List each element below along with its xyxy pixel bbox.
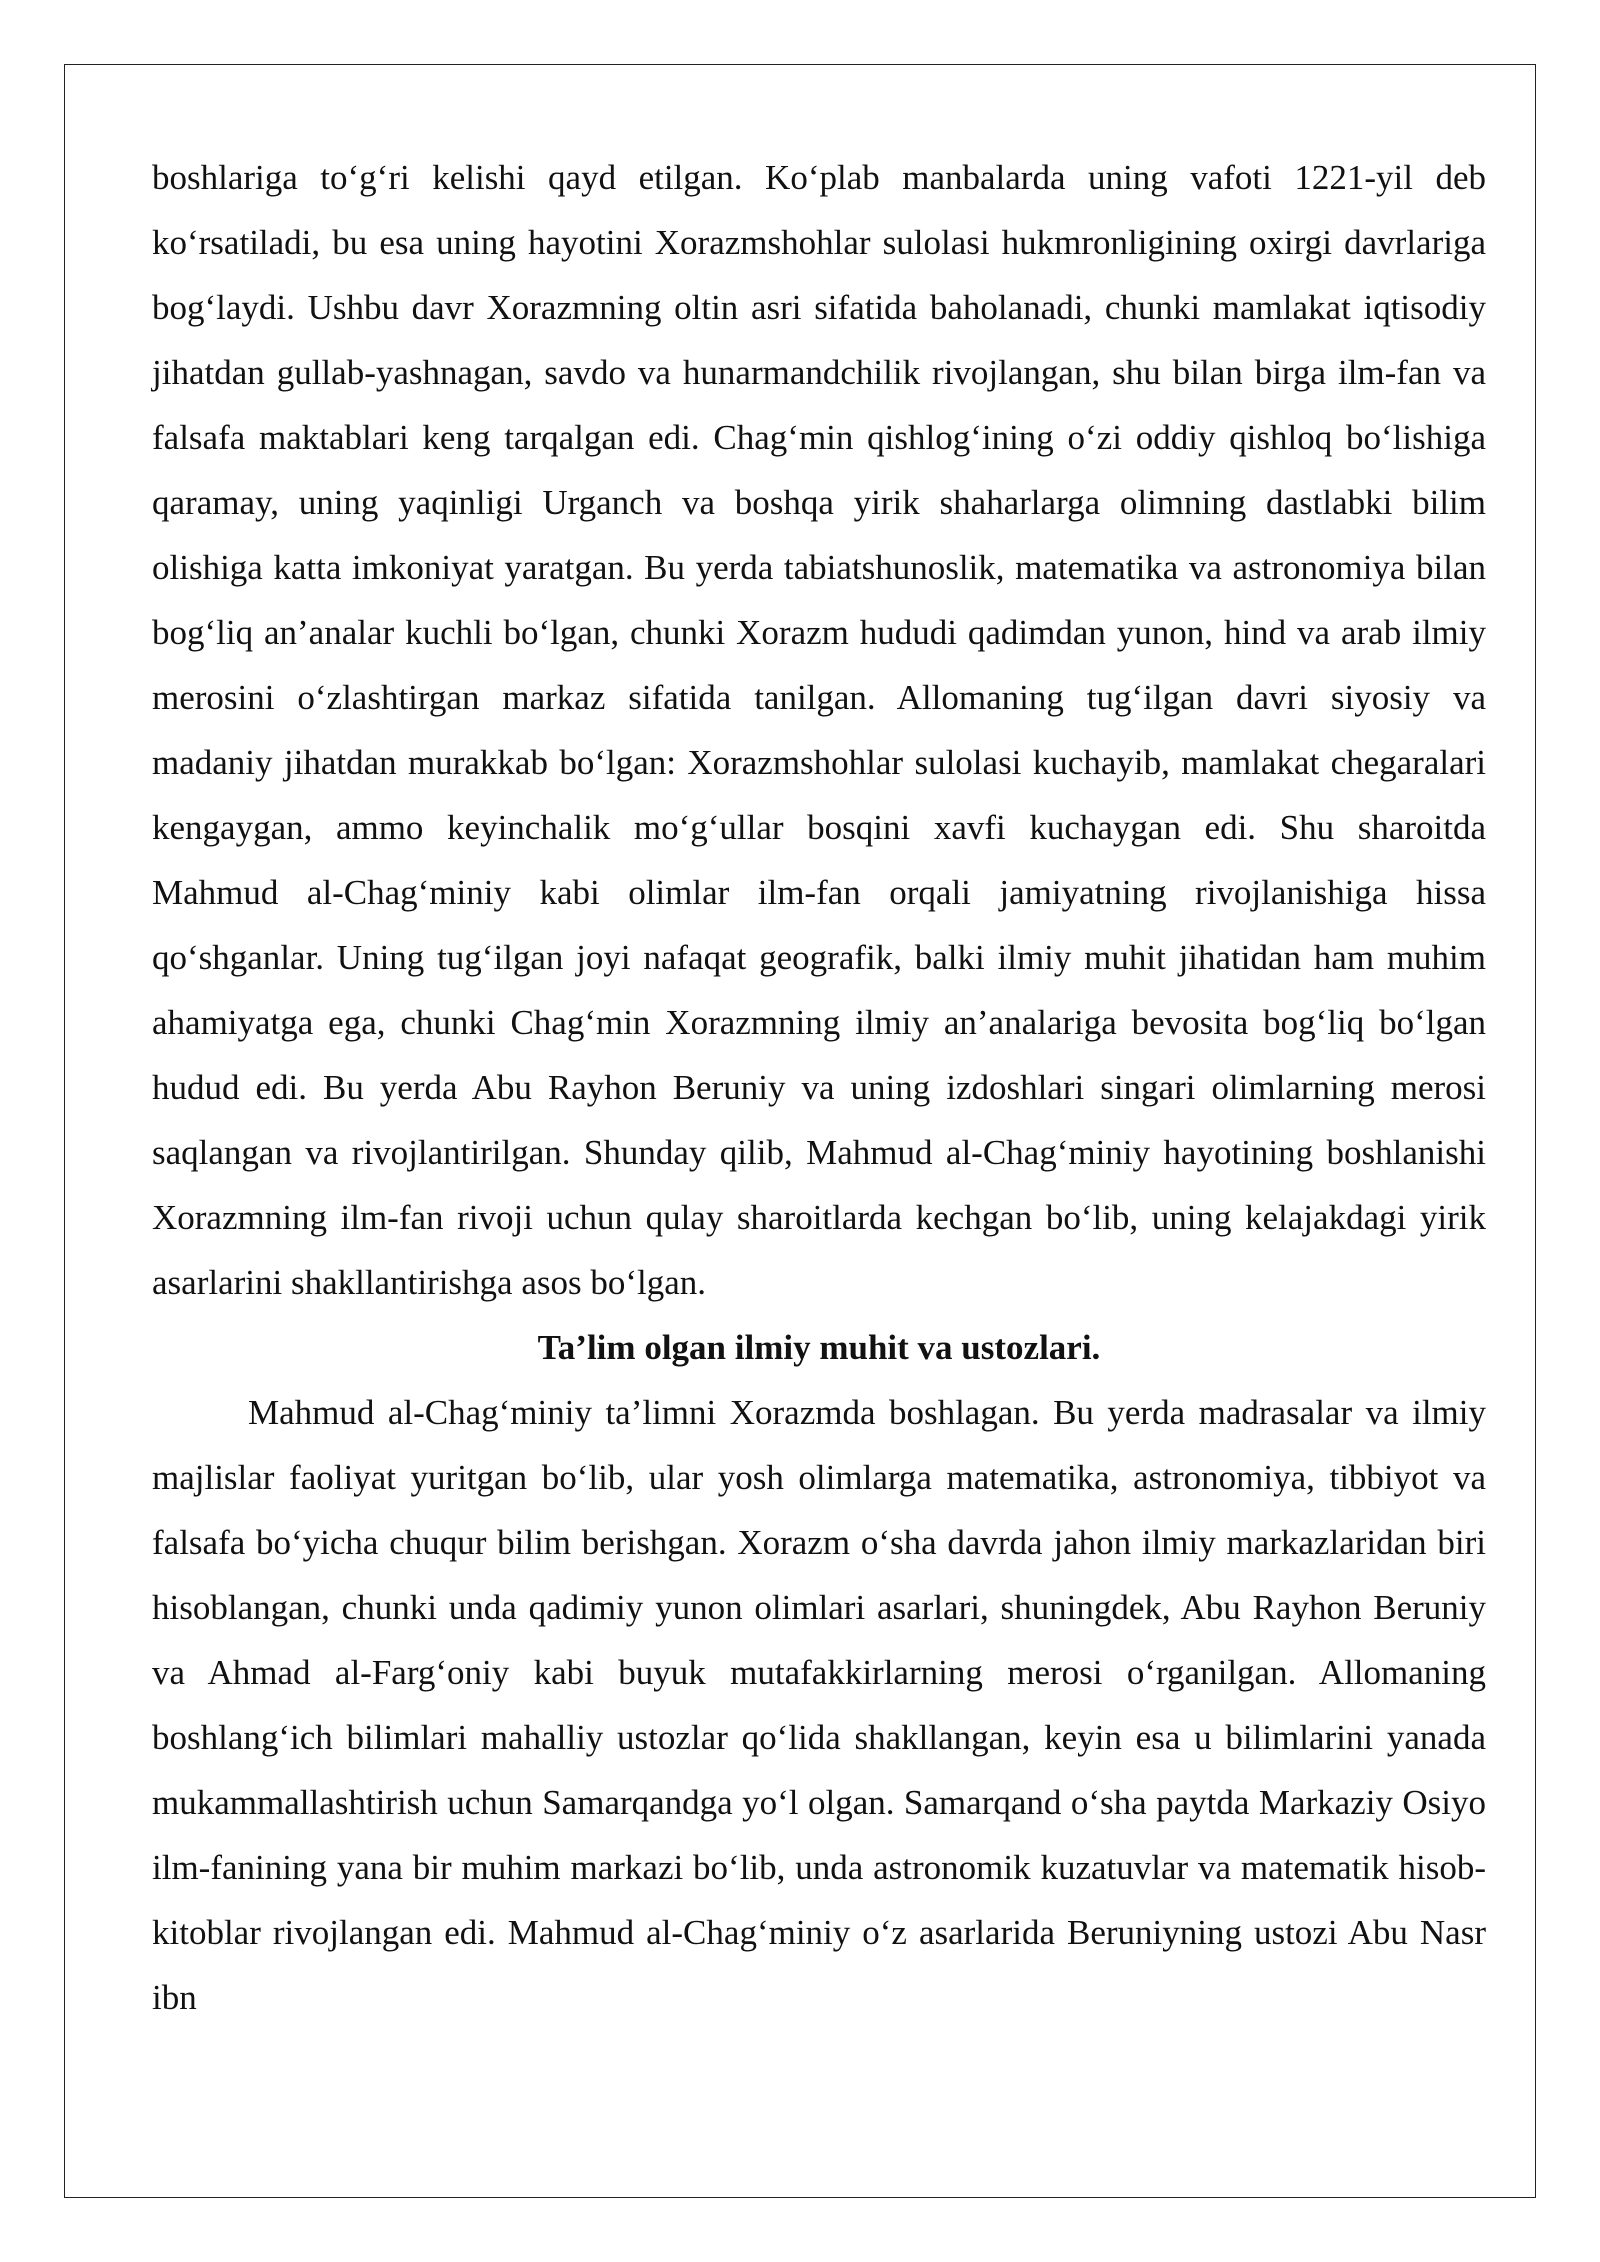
paragraph-body-continued: boshlariga to‘g‘ri kelishi qayd etilgan. Ko‘plab manbalarda uning vafoti 1221-yil deb ko‘rsatiladi, bu esa uning hayotini Xorazmshohlar sulolasi hukmronligining oxirgi davrlariga bog‘laydi. Ushbu davr Xorazmning oltin asri sifatida baholanadi, chunki mamlakat iqtisodiy jihatdan gullab-yashnagan, savdo va hunarmandchilik rivojlangan, shu bilan birga ilm-fan va falsafa maktablari keng tarqalgan edi. Chag‘min qishlog‘ining o‘zi oddiy qishloq bo‘lishiga qaramay, uning yaqinligi Urganch va boshqa yirik shaharlarga olimning dastlabki bilim olishiga katta imkoniyat yaratgan. Bu yerda tabiatshunoslik, matematika va astronomiya bilan bog‘liq an’analar kuchli bo‘lgan, chunki Xorazm hududi qadimdan yunon, hind va arab ilmiy merosini o‘zlashtirgan markaz sifatida tanilgan. Allomaning tug‘ilgan davri siyosiy va madaniy jihatdan murakkab bo‘lgan: Xorazmshohlar sulolasi kuchayib, mamlakat chegaralari kengaygan, ammo keyinchalik mo‘g‘ullar bosqini xavfi kuchaygan edi. Shu sharoitda Mahmud al-Chag‘miniy kabi olimlar ilm-fan orqali jamiyatning rivojlanishiga hissa qo‘shganlar. Uning tug‘ilgan joyi nafaqat geografik, balki ilmiy muhit jihatidan ham muhim ahamiyatga ega, chunki Chag‘min Xorazmning ilmiy an’analariga bevosita bog‘liq bo‘lgan hudud edi. Bu yerda Abu Rayhon Beruniy va uning izdoshlari singari olimlarning merosi saqlangan va rivojlantirilgan. Shunday qilib, Mahmud al-Chag‘miniy hayotining boshlanishi Xorazmning ilm-fan rivoji uchun qulay sharoitlarda kechgan bo‘lib, uning kelajakdagi yirik asarlarini shakllantirishga asos bo‘lgan. [152,158,1486,1302]
page-body [152,145,1486,2030]
paragraph-education: Mahmud al-Chag‘miniy ta’limni Xorazmda boshlagan. Bu yerda madrasalar va ilmiy majlislar faoliyat yuritgan bo‘lib, ular yosh olimlarga matematika, astronomiya, tibbiyot va falsafa bo‘yicha chuqur bilim berishgan. Xorazm o‘sha davrda jahon ilmiy markazlaridan biri hisoblangan, chunki unda qadimiy yunon olimlari asarlari, shuningdek, Abu Rayhon Beruniy va Ahmad al-Farg‘oniy kabi buyuk mutafakkirlarning merosi o‘rganilgan. Allomaning boshlang‘ich bilimlari mahalliy ustozlar qo‘lida shakllangan, keyin esa u bilimlarini yanada mukammallashtirish uchun Samarqandga yo‘l olgan. Samarqand o‘sha paytda Markaziy Osiyo ilm-fanining yana bir muhim markazi bo‘lib, unda astronomik kuzatuvlar va matematik hisob-kitoblar rivojlangan edi. Mahmud al-Chag‘miniy o‘z asarlarida Beruniyning ustozi Abu Nasr ibn [152,1393,1486,2017]
section-heading: Ta’lim olgan ilmiy muhit va ustozlari. [537,1328,1101,1367]
